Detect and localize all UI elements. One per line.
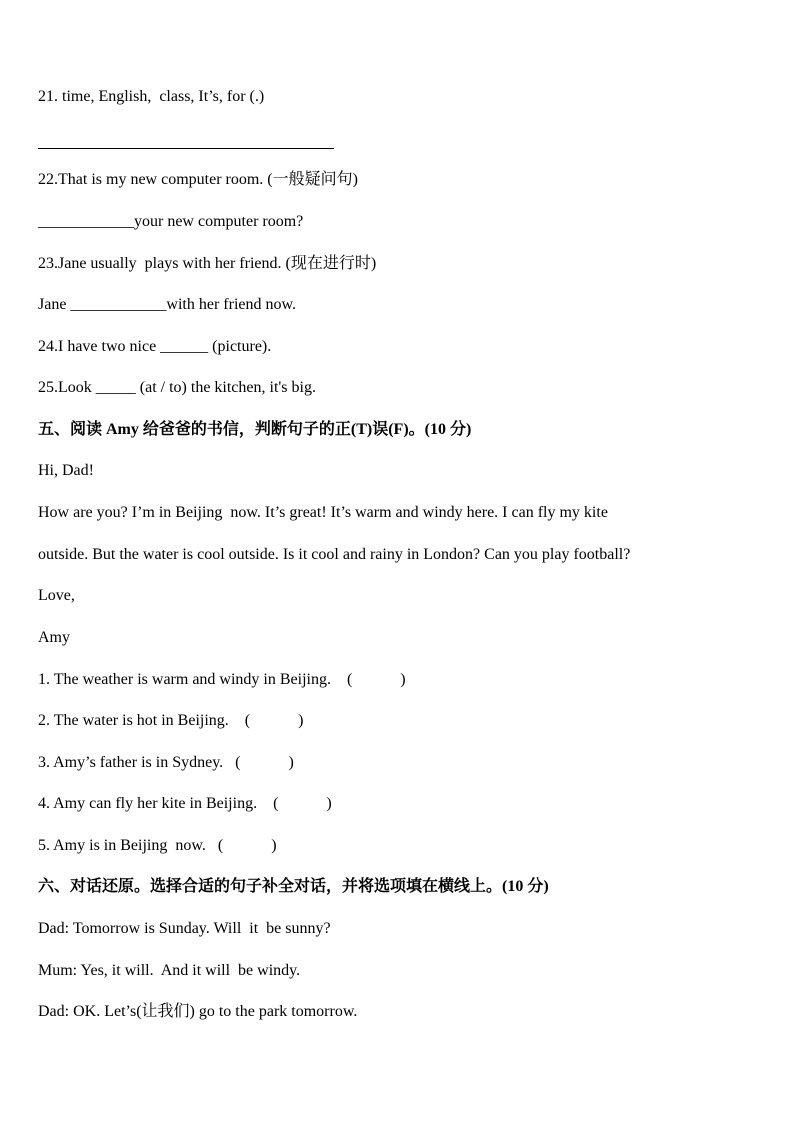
judgement-item-1: 1. The weather is warm and windy in Beijing. ( ) [38, 671, 406, 688]
question-22-answer: ____________your new computer room? [38, 213, 304, 230]
question-24: 24.I have two nice ______ (picture). [38, 338, 272, 355]
judgement-item-4: 4. Amy can fly her kite in Beijing. ( ) [38, 795, 332, 812]
judgement-item-3: 3. Amy’s father is in Sydney. ( ) [38, 754, 294, 771]
letter-closing: Love, [38, 587, 75, 604]
letter-signature: Amy [38, 629, 70, 646]
dialogue-line-1: Dad: Tomorrow is Sunday. Will it be sunny? [38, 920, 331, 937]
question-23: 23.Jane usually plays with her friend. (现在进行时) [38, 255, 377, 272]
judgement-item-2: 2. The water is hot in Beijing. ( ) [38, 712, 304, 729]
judgement-item-5: 5. Amy is in Beijing now. ( ) [38, 837, 277, 854]
question-21: 21. time, English, class, It’s, for (.) [38, 88, 265, 105]
dialogue-line-3: Dad: OK. Let’s(让我们) go to the park tomorrow. [38, 1003, 358, 1020]
letter-greeting: Hi, Dad! [38, 462, 94, 479]
question-23-answer: Jane ____________with her friend now. [38, 296, 297, 313]
section-5-heading: 五、阅读 Amy 给爸爸的书信，判断句子的正(T)误(F)。(10 分) [38, 421, 472, 438]
letter-body-line-2: outside. But the water is cool outside. Is it cool and rainy in London? Can you play football? [38, 546, 631, 563]
answer-line-21 [38, 148, 334, 149]
dialogue-line-2: Mum: Yes, it will. And it will be windy. [38, 962, 301, 979]
question-25: 25.Look _____ (at / to) the kitchen, it's big. [38, 379, 316, 396]
letter-body-line-1: How are you? I’m in Beijing now. It’s great! It’s warm and windy here. I can fly my kite [38, 504, 608, 521]
section-6-heading: 六、对话还原。选择合适的句子补全对话，并将选项填在横线上。(10 分) [38, 878, 549, 895]
question-22: 22.That is my new computer room. (一般疑问句) [38, 171, 358, 188]
